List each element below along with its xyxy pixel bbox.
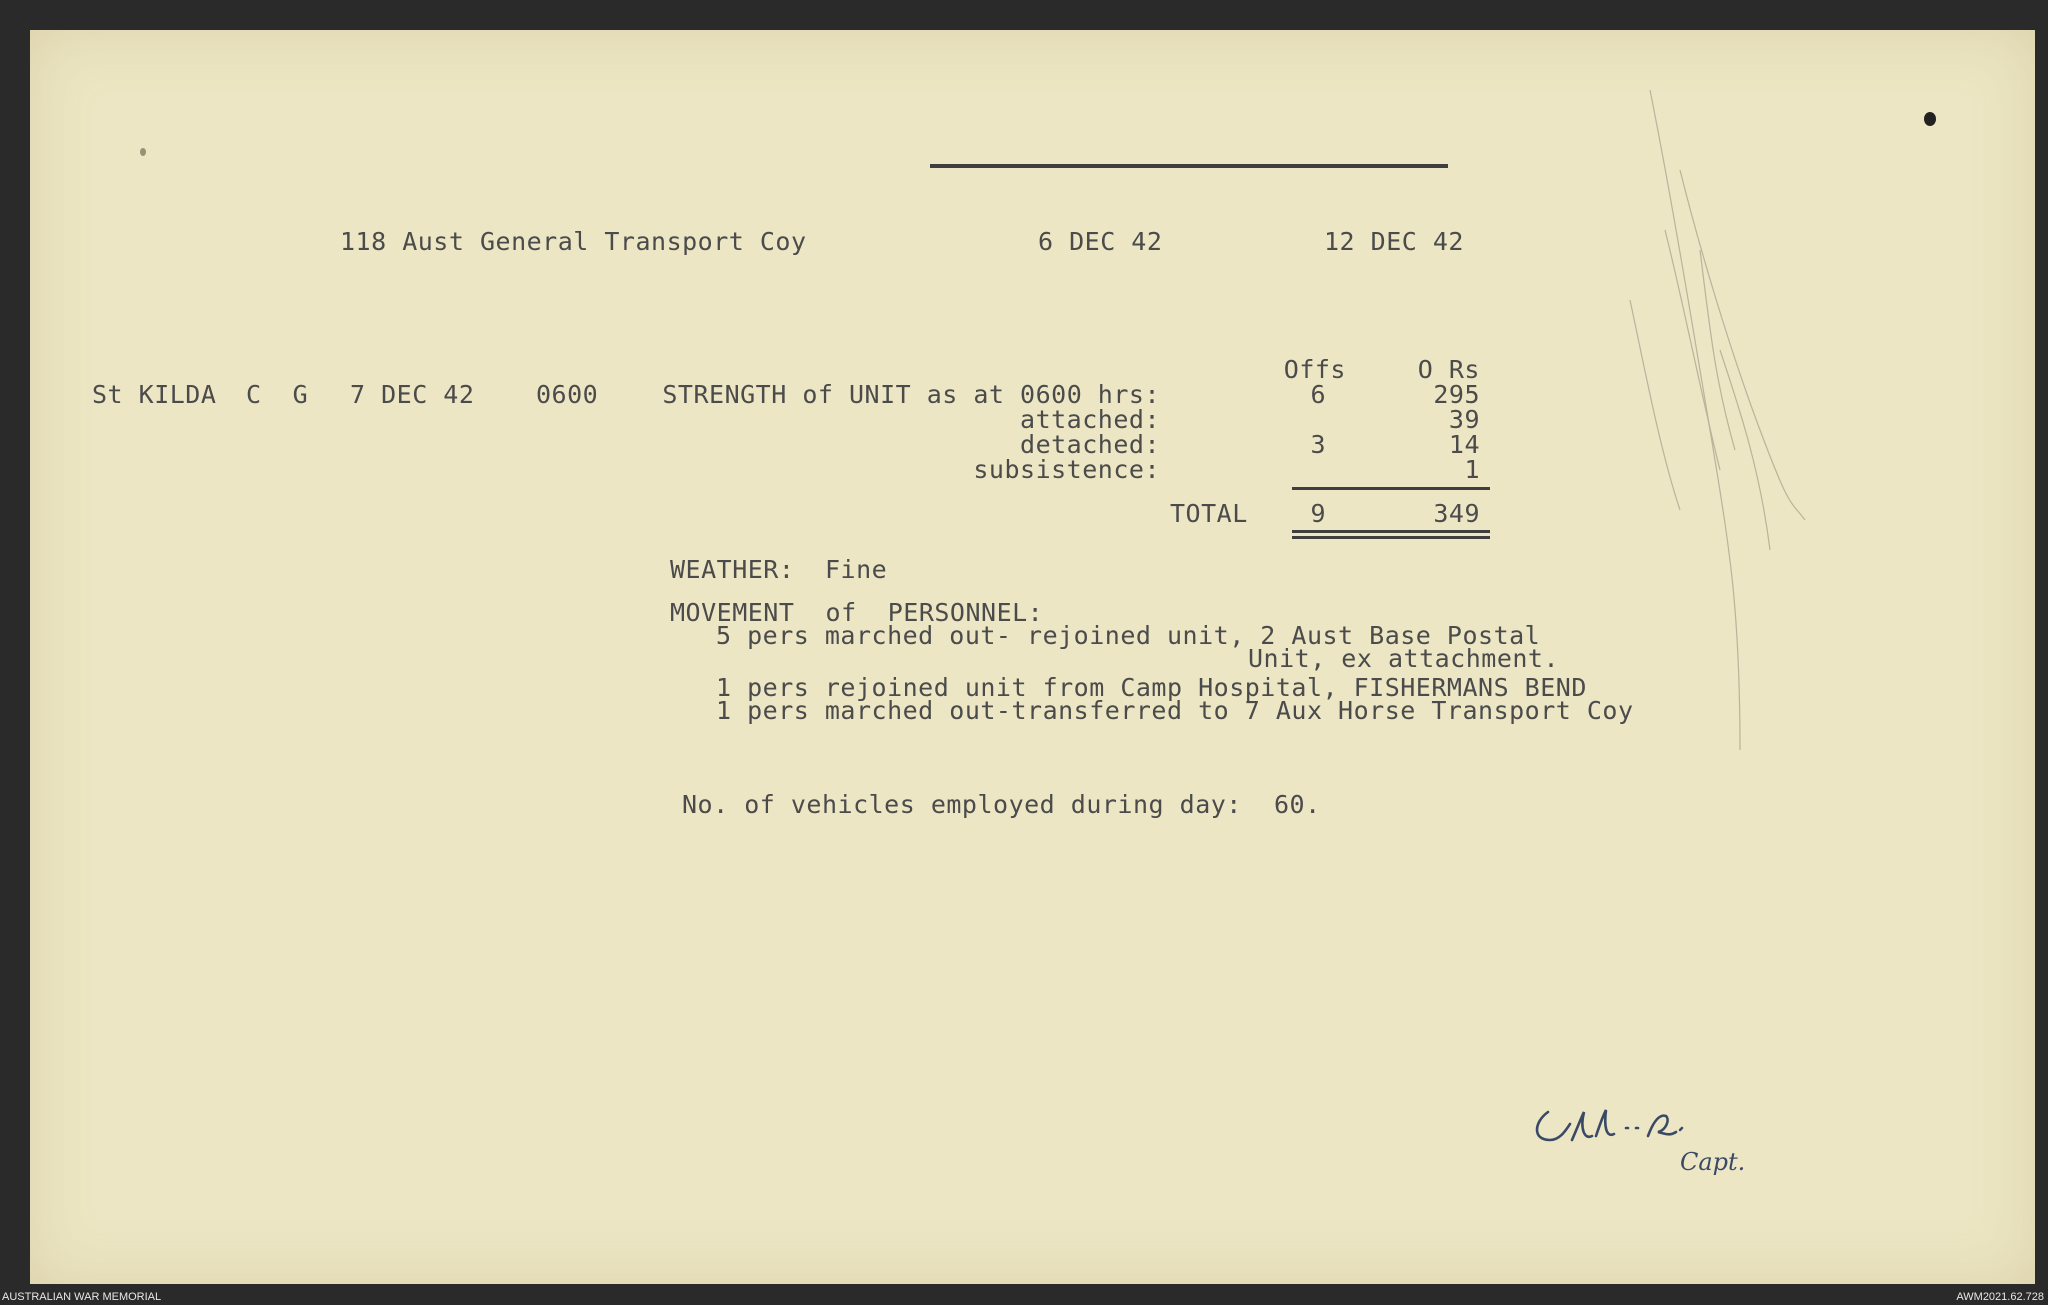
strength-row-label: subsistence: (973, 455, 1160, 484)
from-date: 6 DEC 42 (1038, 227, 1163, 256)
total-label: TOTAL (1170, 499, 1248, 528)
total-rule-bottom (1292, 530, 1490, 533)
entry-grid: C G (246, 380, 309, 409)
strength-row-ors: 1 (1464, 455, 1480, 484)
total-offs: 9 (1310, 499, 1326, 528)
strength-row-label: attached: (1020, 405, 1160, 434)
footer-institution: AUSTRALIAN WAR MEMORIAL (2, 1291, 162, 1303)
strength-row-ors: 295 (1433, 380, 1480, 409)
footer-accession: AWM2021.62.728 (1956, 1291, 2044, 1303)
strength-row-offs: 6 (1310, 380, 1326, 409)
strength-row-label: STRENGTH of UNIT as at 0600 hrs: (662, 380, 1160, 409)
total-rule-bottom-double (1292, 536, 1490, 539)
pencil-marks (1590, 50, 1850, 770)
entry-date: 7 DEC 42 (350, 380, 475, 409)
vehicles-value: 60. (1274, 790, 1321, 819)
entry-place: St KILDA (92, 380, 217, 409)
movement-line: 1 pers rejoined unit from Camp Hospital, FISHERMANS BEND (716, 673, 1587, 702)
archive-footer (0, 1289, 2048, 1305)
movement-heading: MOVEMENT of PERSONNEL: (670, 598, 1044, 627)
movement-line: Unit, ex attachment. (1248, 644, 1560, 673)
officer-signature (1520, 1100, 1770, 1190)
weather-label: WEATHER: (670, 555, 795, 584)
strength-row-ors: 14 (1448, 430, 1480, 459)
document-page (30, 30, 2035, 1284)
signature-rank: Capt. (1680, 1148, 1746, 1176)
col-ors-header: O Rs (1417, 355, 1480, 384)
total-rule-top (1292, 487, 1490, 490)
strength-row-label: detached: (1020, 430, 1160, 459)
col-offs-header: Offs (1283, 355, 1346, 384)
movement-line: 5 pers marched out- rejoined unit, 2 Aust Base Postal (716, 621, 1541, 650)
entry-time: 0600 (536, 380, 599, 409)
unit-name: 118 Aust General Transport Coy (340, 227, 807, 256)
punch-hole (140, 148, 146, 156)
vehicles-label: No. of vehicles employed during day: (682, 790, 1242, 819)
punch-hole (1924, 112, 1936, 126)
to-date: 12 DEC 42 (1324, 227, 1464, 256)
movement-line: 1 pers marched out-transferred to 7 Aux Horse Transport Coy (716, 696, 1634, 725)
total-ors: 349 (1433, 499, 1480, 528)
header-rule (930, 164, 1448, 168)
strength-row-ors: 39 (1448, 405, 1480, 434)
weather-value: Fine (825, 555, 888, 584)
strength-row-offs: 3 (1310, 430, 1326, 459)
